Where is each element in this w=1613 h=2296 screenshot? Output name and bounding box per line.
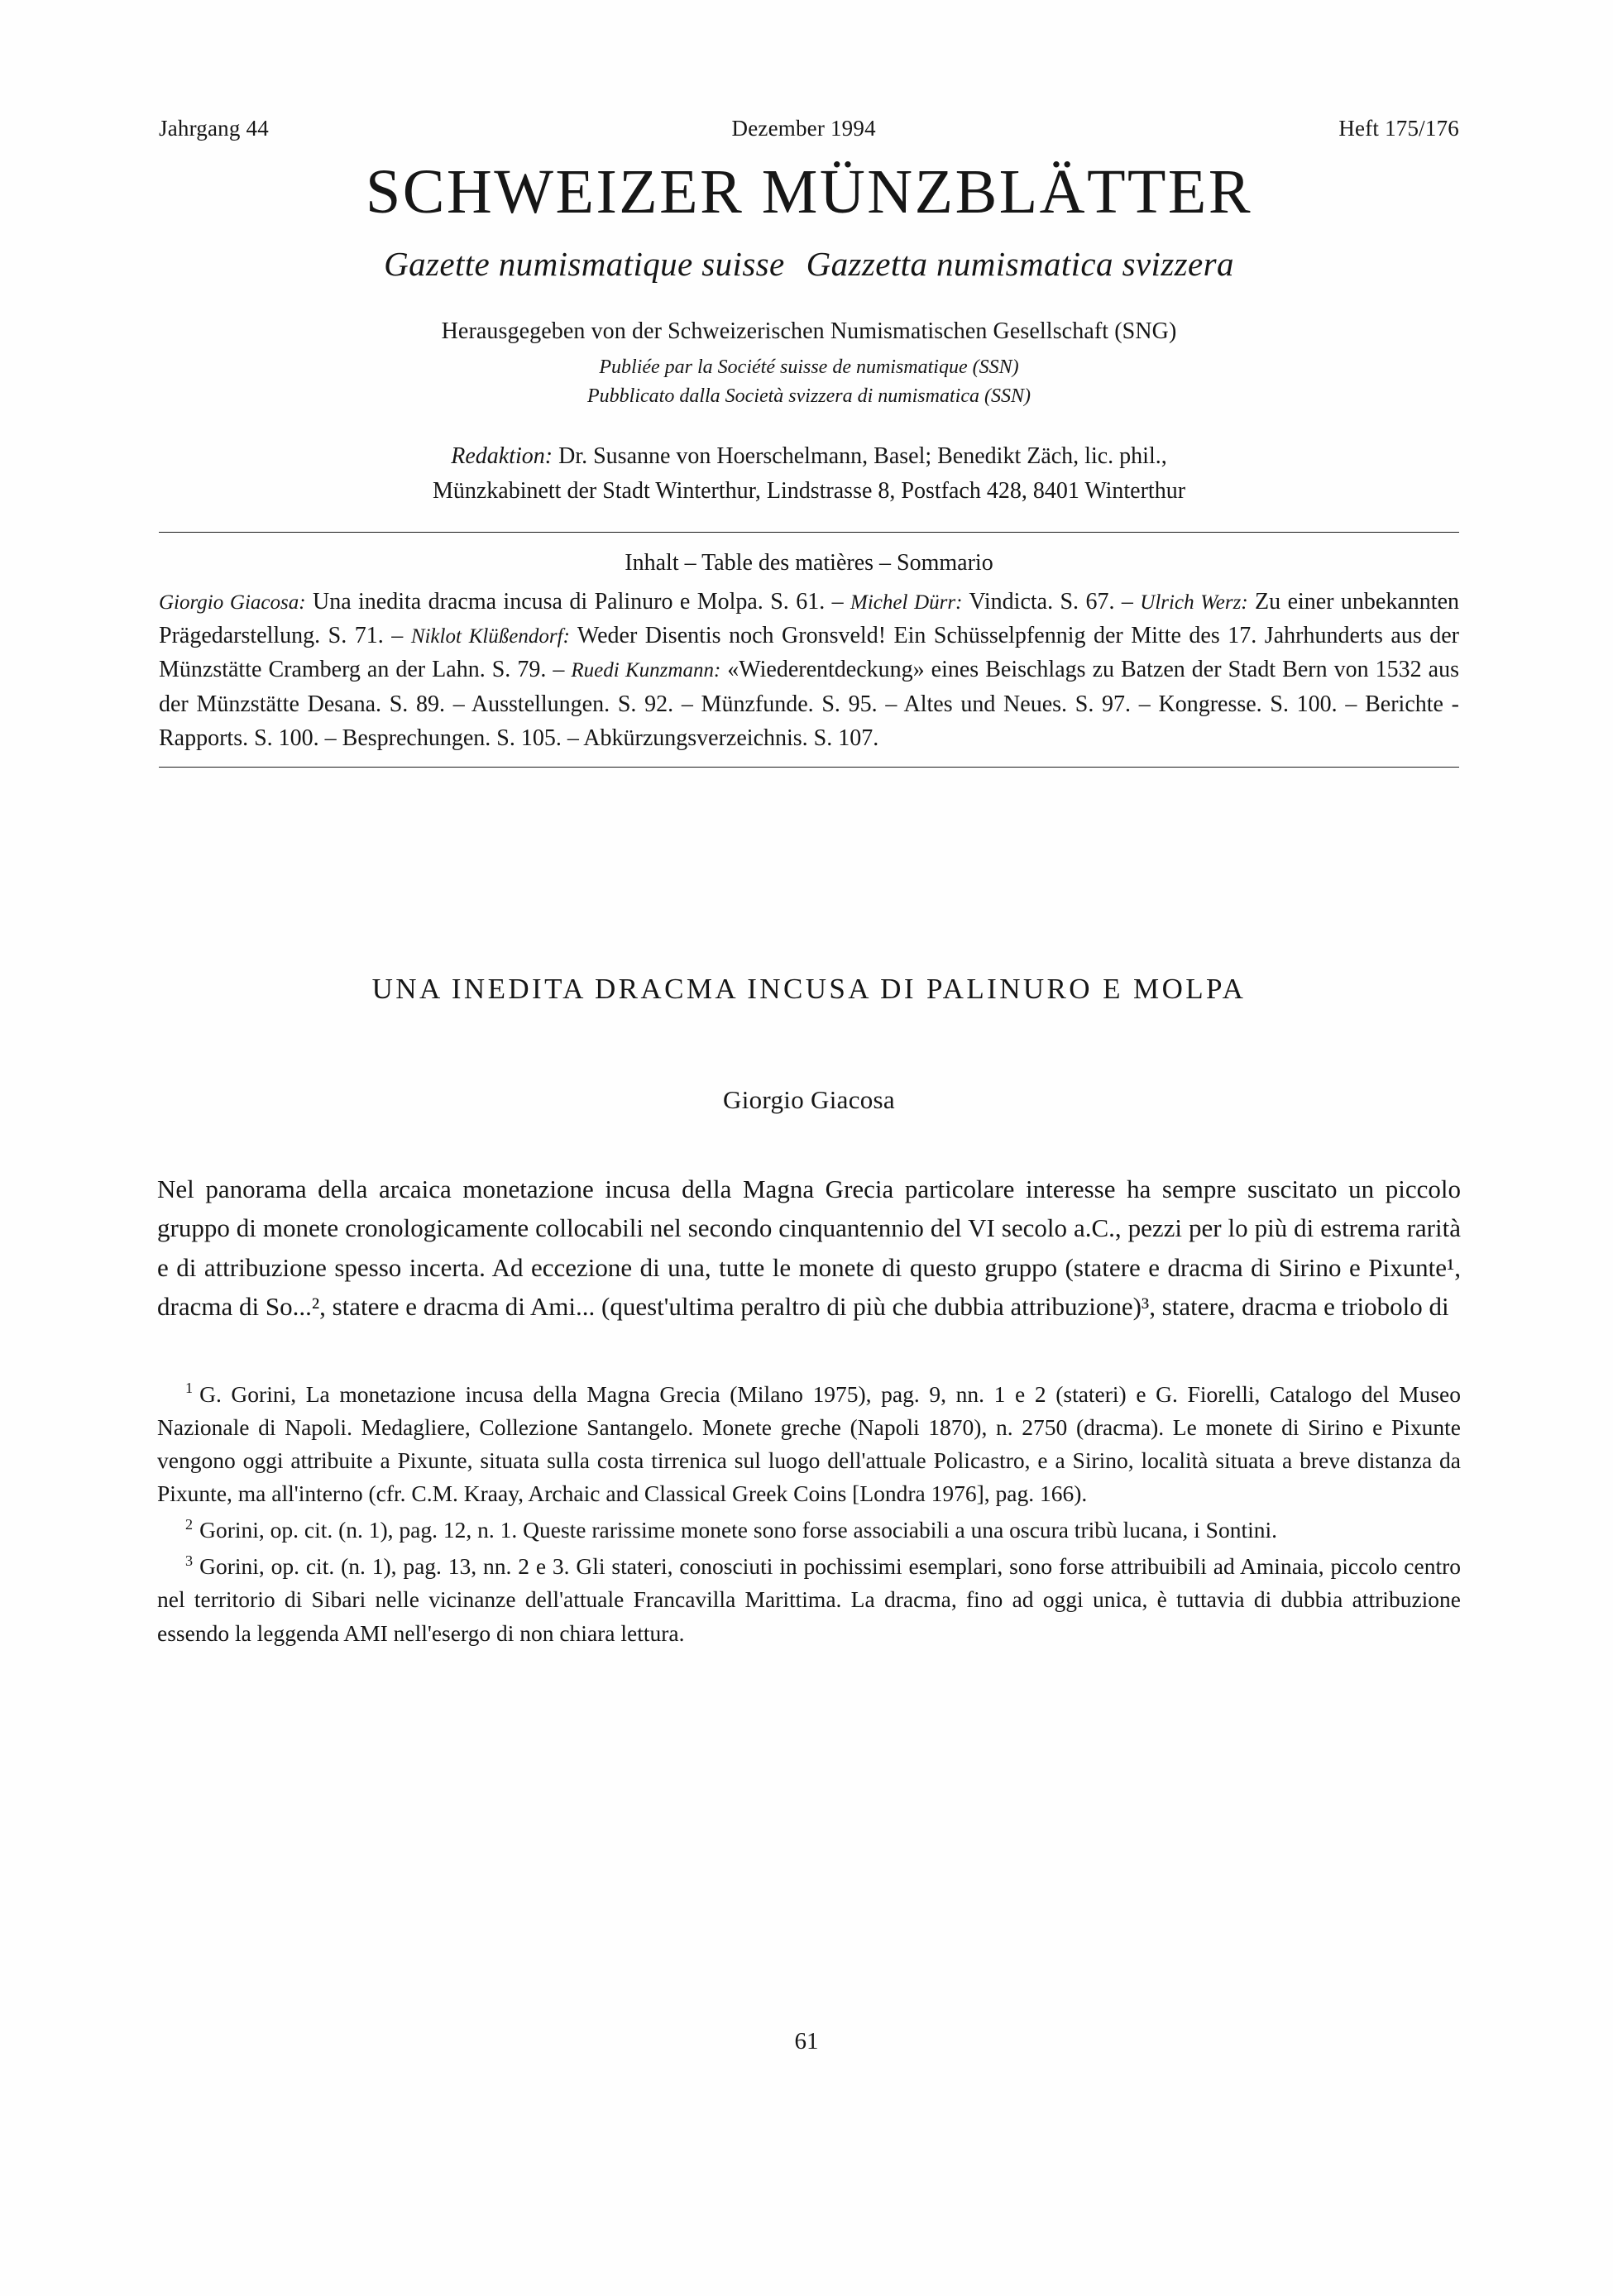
publisher-block [147, 315, 1471, 411]
footnote-text: G. Gorini, La monetazione incusa della Magna Grecia (Milano 1975), pag. 9, nn. 1 e 2 (stateri) e G. Fiorelli, Catalogo del Museo Nazionale di Napoli. Medagliere, Collezione Santangelo. Monete greche (Napoli 1870), n. 2750 (dracma). Le monete di Sirino e Pixunte vengono oggi attribuite a Pixunte, situata sulla costa tirrenica sul luogo dell'attuale Policastro, e a Sirino, località situata a breve distanza da Pixunte, ma all'interno (cfr. C.M. Kraay, Archaic and Classical Greek Coins [Londra 1976], pag. 166). [157, 1380, 1461, 1507]
footnote-marker: 2 [185, 1516, 194, 1533]
issue-line [147, 116, 1471, 141]
journal-subtitle [147, 244, 1471, 284]
journal-subtitle-fr: Gazette numismatique suisse [384, 244, 785, 283]
divider-bottom [159, 767, 1459, 768]
journal-title: SCHWEIZER MÜNZBLÄTTER [365, 157, 1253, 227]
toc-heading: Inhalt – Table des matières – Sommario [625, 549, 993, 576]
journal-subtitle-it: Gazzetta numismatica svizzera [806, 244, 1234, 283]
article-author: Giorgio Giacosa [723, 1084, 895, 1114]
issue-number: Heft 175/176 [1338, 116, 1459, 141]
publisher-line-de: Herausgegeben von der Schweizerischen Numismatischen Gesellschaft (SNG) [441, 318, 1177, 344]
editorial-line-1 [147, 439, 1471, 474]
footnote-marker: 3 [185, 1552, 194, 1570]
publisher-line-it: Pubblicato dalla Società svizzera di numismatica (SSN) [587, 385, 1031, 408]
footnote-text: Gorini, op. cit. (n. 1), pag. 13, nn. 2 e 3. Gli stateri, conosciuti in pochissimi esemplari, sono forse attribuibili ad Aminaia, piccolo centro nel territorio di Sibari nelle vicinanze dell'attuale Francavilla Marittima. La dracma, fino ad oggi unica, è tuttavia di dubbia attribuzione essendo la leggenda AMI nell'esergo di non chiara lettura. [157, 1553, 1461, 1646]
footnotes [147, 1378, 1471, 1650]
footnote [157, 1550, 1461, 1649]
table-of-contents [159, 533, 1459, 755]
page-content [147, 116, 1471, 1650]
footnote-text: Gorini, op. cit. (n. 1), pag. 12, n. 1. Queste rarissime monete sono forse associabili a una oscura tribù lucana, i Sontini. [199, 1517, 1277, 1543]
publisher-line-fr: Publiée par la Société suisse de numismatique (SSN) [599, 356, 1019, 379]
footnote [157, 1514, 1461, 1547]
editorial-names: Dr. Susanne von Hoerschelmann, Basel; Benedikt Zäch, lic. phil., [558, 442, 1167, 469]
editorial-block [147, 439, 1471, 509]
editorial-line-2: Münzkabinett der Stadt Winterthur, Lindstrasse 8, Postfach 428, 8401 Winterthur [432, 477, 1186, 504]
toc-body: Giorgio Giacosa: Una inedita dracma incusa di Palinuro e Molpa. S. 61. – Michel Dürr: Vindicta. S. 67. – Ulrich Werz: Zu einer unbekannten Prägedarstellung. S. 71. – Niklot Klüßendorf: Weder Disentis noch Gronsveld! Ein Schüsselpfennig der Mitte des 17. Jahrhunderts aus der Münzstätte Cramberg an der Lahn. S. 79. – Ruedi Kunzmann: «Wiederentdeckung» eines Beischlags zu Batzen der Stadt Bern von 1532 aus der Münzstätte Desana. S. 89. – Ausstellungen. S. 92. – Münzfunde. S. 95. – Altes und Neues. S. 97. – Kongresse. S. 100. – Berichte - Rapports. S. 100. – Besprechungen. S. 105. – Abkürzungsverzeichnis. S. 107. [159, 589, 1459, 751]
volume-label: Jahrgang 44 [159, 116, 269, 141]
issue-date: Dezember 1994 [731, 116, 876, 141]
page-number: 61 [794, 2028, 819, 2054]
article-paragraph: Nel panorama della arcaica monetazione incusa della Magna Grecia particolare interesse ha sempre suscitato un piccolo gruppo di monete cronologicamente collocabili nel secondo cinquantennio del VI secolo a.C., pezzi per lo più di estrema rarità e di attribuzione spesso incerta. Ad eccezione di una, tutte le monete di questo gruppo (statere e dracma di Sirino e Pixunte¹, dracma di So...², statere e dracma di Ami... (quest'ultima peraltro di più che dubbia attribuzione)³, statere, dracma e triobolo di [157, 1174, 1461, 1322]
article-title: UNA INEDITA DRACMA INCUSA DI PALINURO E MOLPA [371, 972, 1247, 1005]
footnote [157, 1378, 1461, 1511]
footnote-marker: 1 [185, 1380, 194, 1397]
article [147, 973, 1471, 1327]
editorial-label: Redaktion: [451, 442, 553, 469]
